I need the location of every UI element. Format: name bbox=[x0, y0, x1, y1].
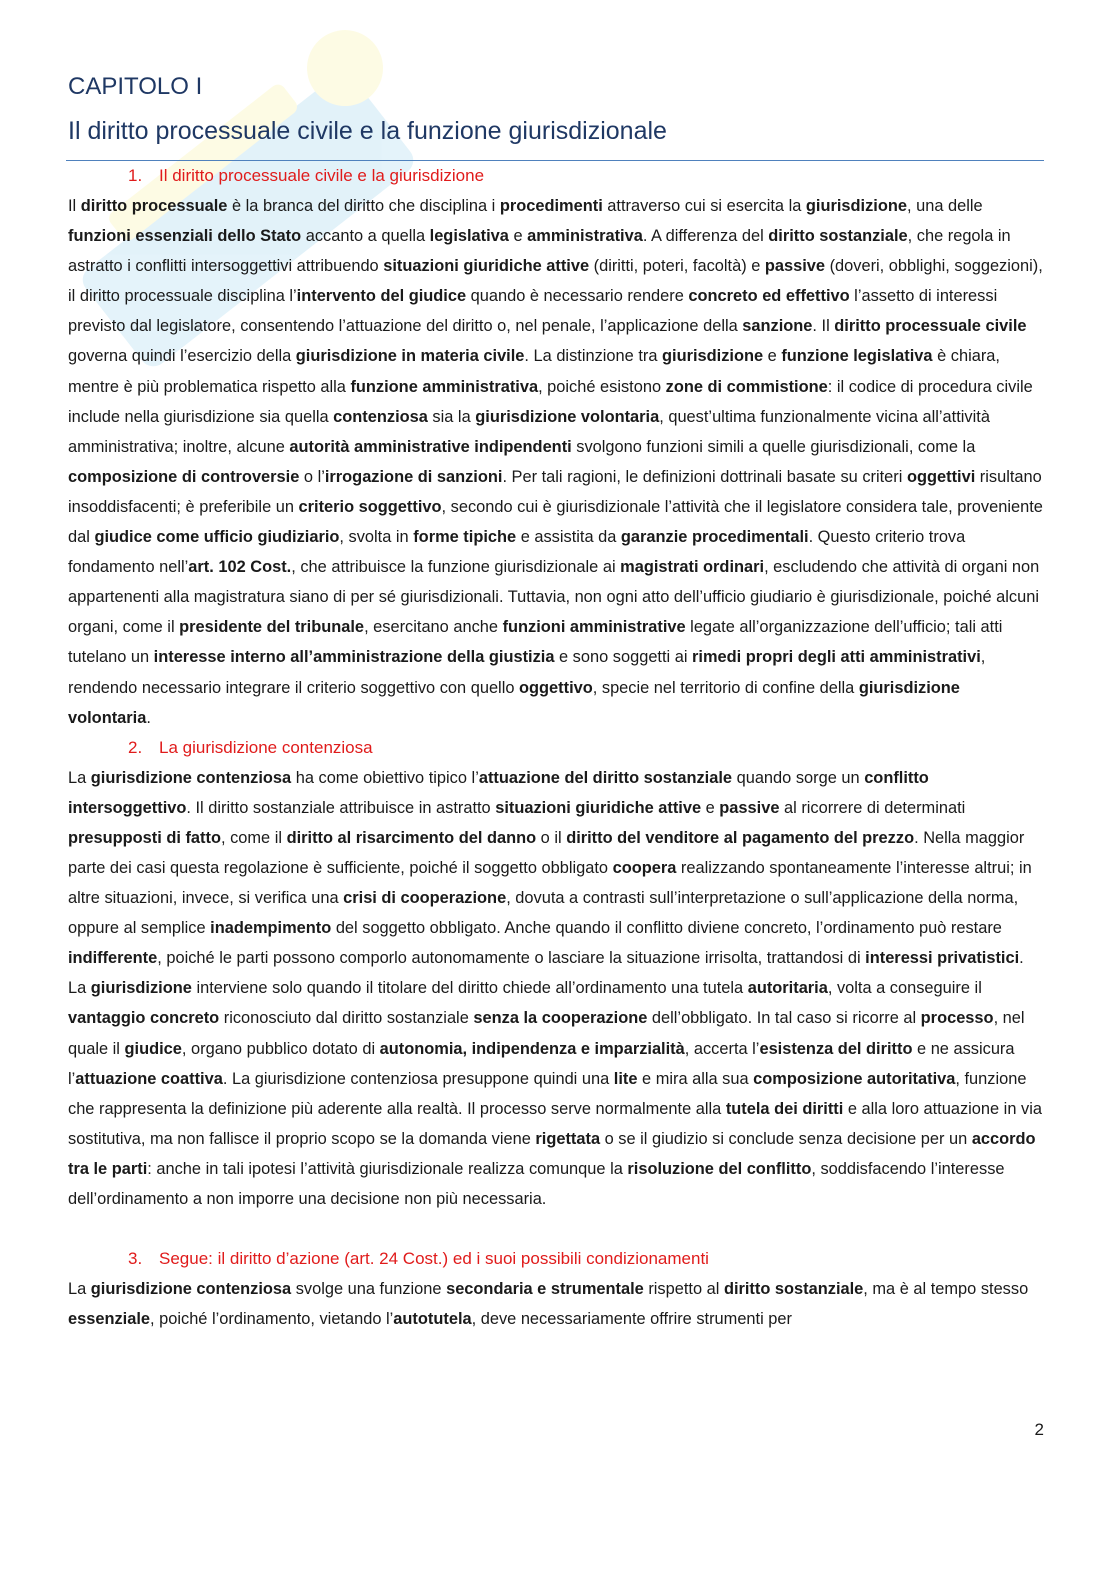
bold-term: presupposti di fatto bbox=[68, 828, 221, 847]
bold-term: giurisdizione volontaria bbox=[475, 407, 660, 426]
bold-term: giurisdizione contenziosa bbox=[90, 1280, 292, 1299]
bold-term: senza la cooperazione bbox=[473, 1009, 648, 1028]
bold-term: inadempimento bbox=[210, 919, 332, 938]
bold-term: irrogazione di sanzioni bbox=[324, 467, 503, 486]
section-spacer bbox=[68, 1214, 1044, 1244]
bold-term: crisi di cooperazione bbox=[343, 889, 507, 908]
bold-term: coopera bbox=[612, 858, 677, 877]
bold-term: giurisdizione in materia civile bbox=[295, 347, 525, 366]
bold-term: passive bbox=[719, 798, 780, 817]
bold-term: giudice bbox=[124, 1039, 182, 1058]
bold-term: accordo tra le parti bbox=[68, 1129, 1036, 1178]
bold-term: passive bbox=[764, 257, 826, 276]
bold-term: funzioni amministrative bbox=[502, 618, 686, 637]
bold-term: art. 102 Cost. bbox=[188, 558, 292, 577]
bold-term: oggettivi bbox=[906, 467, 976, 486]
bold-term: composizione autoritativa bbox=[753, 1069, 956, 1088]
bold-term: conflitto intersoggettivo bbox=[68, 768, 929, 817]
bold-term: rimedi propri degli atti amministrativi bbox=[692, 648, 981, 667]
bold-term: autoritaria bbox=[747, 979, 828, 998]
bold-term: funzioni essenziali dello Stato bbox=[68, 227, 302, 246]
bold-term: funzione legislativa bbox=[781, 347, 933, 366]
bold-term: composizione di controversie bbox=[68, 467, 300, 486]
bold-term: processo bbox=[920, 1009, 994, 1028]
bold-term: garanzie procedimentali bbox=[620, 528, 809, 547]
chapter-label: CAPITOLO I bbox=[68, 73, 203, 100]
bold-term: magistrati ordinari bbox=[620, 558, 765, 577]
bold-term: lite bbox=[613, 1069, 638, 1088]
bold-term: concreto ed effettivo bbox=[688, 287, 850, 306]
chapter-title: Il diritto processuale civile e la funzione giurisdizionale bbox=[68, 117, 667, 145]
bold-term: attuazione del diritto sostanziale bbox=[478, 768, 733, 787]
bold-term: autonomia, indipendenza e imparzialità bbox=[379, 1039, 685, 1058]
bold-term: autotutela bbox=[393, 1310, 472, 1329]
section-paragraph: Il diritto processuale è la branca del diritto che disciplina i procedimenti attraverso cui si esercita la giurisdizione, una delle funzioni essenziali dello Stato accanto a quella legislativa e amministrativa. A differenza del diritto sostanziale, che regola in astratto i conflitti intersoggettivi attribuendo situazioni giuridiche attive (diritti, poteri, facoltà) e passive (doveri, obblighi, soggezioni), il diritto processuale disciplina l’intervento del giudice quando è necessario rendere concreto ed effettivo l’assetto di interessi previsto dal legislatore, consentendo l’attuazione del diritto o, nel penale, l’applicazione della sanzione. Il diritto processuale civile governa quindi l’esercizio della giurisdizione in materia civile. La distinzione tra giurisdizione e funzione legislativa è chiara, mentre è più problematica rispetto alla funzione amministrativa, poiché esistono zone di commistione: il codice di procedura civile include nella giurisdizione sia quella contenziosa sia la giurisdizione volontaria, quest’ultima funzionalmente vicina all’attività amministrativa; inoltre, alcune autorità amministrative indipendenti svolgono funzioni simili a quelle giurisdizionali, come la composizione di controversie o l’irrogazione di sanzioni. Per tali ragioni, le definizioni dottrinali basate su criteri oggettivi risultano insoddisfacenti; è preferibile un criterio soggettivo, secondo cui è giurisdizionale l’attività che il legislatore considera tale, proveniente dal giudice come ufficio giudiziario, svolta in forme tipiche e assistita da garanzie procedimentali. Questo criterio trova fondamento nell’art. 102 Cost., che attribuisce la funzione giurisdizionale ai magistrati ordinari, escludendo che attività di organi non appartenenti alla magistratura siano di per sé giurisdizionali. Tuttavia, non ogni atto dell’ufficio giudiario è giurisdizionale, poiché alcuni organi, come il presidente del tribunale, esercitano anche funzioni amministrative legate all’organizzazione dell’ufficio; tali atti tutelano un interesse interno all’amministrazione della giustizia e sono soggetti ai rimedi propri degli atti amministrativi, rendendo necessario integrare il criterio soggettivo con quello oggettivo, specie nel territorio di confine della giurisdizione volontaria. bbox=[68, 197, 1043, 727]
bold-term: interessi privatistici bbox=[865, 949, 1020, 968]
bold-term: situazioni giuridiche attive bbox=[495, 798, 702, 817]
bold-term: sanzione bbox=[742, 317, 813, 336]
section-heading bbox=[68, 1244, 1044, 1274]
section-title: Segue: il diritto d’azione (art. 24 Cost.) ed i suoi possibili condizionamenti bbox=[159, 1249, 709, 1269]
bold-term: presidente del tribunale bbox=[179, 618, 365, 637]
bold-term: rigettata bbox=[535, 1129, 601, 1148]
section-1 bbox=[68, 161, 1044, 733]
section-paragraph: La giurisdizione contenziosa ha come obiettivo tipico l’attuazione del diritto sostanziale quando sorge un conflitto intersoggettivo. Il diritto sostanziale attribuisce in astratto situazioni giuridiche attive e passive al ricorrere di determinati presupposti di fatto, come il diritto al risarcimento del danno o il diritto del venditore al pagamento del prezzo. Nella maggior parte dei casi questa regolazione è sufficiente, poiché il soggetto obbligato coopera realizzando spontaneamente l’interesse altrui; in altre situazioni, invece, si verifica una crisi di cooperazione, dovuta a contrasti sull’interpretazione o sull’applicazione della norma, oppure al semplice inadempimento del soggetto obbligato. Anche quando il conflitto diviene concreto, l’ordinamento può restare indifferente, poiché le parti possono comporlo autonomamente o lasciare la situazione irrisolta, trattandosi di interessi privatistici. La giurisdizione interviene solo quando il titolare del diritto chiede all’ordinamento una tutela autoritaria, volta a conseguire il vantaggio concreto riconosciuto dal diritto sostanziale senza la cooperazione dell’obbligato. In tal caso si ricorre al processo, nel quale il giudice, organo pubblico dotato di autonomia, indipendenza e imparzialità, accerta l’esistenza del diritto e ne assicura l’attuazione coattiva. La giurisdizione contenziosa presuppone quindi una lite e mira alla sua composizione autoritativa, funzione che rappresenta la definizione più aderente alla realtà. Il processo serve normalmente alla tutela dei diritti e alla loro attuazione in via sostitutiva, ma non fallisce il proprio scopo se la domanda viene rigettata o se il giudizio si conclude senza decisione per un accordo tra le parti: anche in tali ipotesi l’attività giurisdizionale realizza comunque la risoluzione del conflitto, soddisfacendo l’interesse dell’ordinamento a non imporre una decisione non più necessaria. bbox=[68, 768, 1042, 1208]
bold-term: diritto processuale civile bbox=[834, 317, 1027, 336]
section-title: La giurisdizione contenziosa bbox=[159, 737, 373, 757]
section-paragraph: La giurisdizione contenziosa svolge una funzione secondaria e strumentale rispetto al diritto sostanziale, ma è al tempo stesso essenziale, poiché l’ordinamento, vietando l’autotutela, deve necessariamente offrire strumenti per bbox=[68, 1280, 1029, 1329]
bold-term: risoluzione del conflitto bbox=[627, 1159, 812, 1178]
bold-term: diritto processuale bbox=[80, 197, 228, 215]
section-heading bbox=[68, 161, 1044, 191]
bold-term: giurisdizione contenziosa bbox=[90, 768, 292, 787]
bold-term: situazioni giuridiche attive bbox=[383, 257, 590, 276]
section-title: Il diritto processuale civile e la giurisdizione bbox=[159, 166, 485, 185]
bold-term: vantaggio concreto bbox=[68, 1009, 220, 1028]
bold-term: forme tipiche bbox=[413, 528, 517, 547]
bold-term: attuazione coattiva bbox=[75, 1069, 223, 1088]
bold-term: autorità amministrative indipendenti bbox=[289, 437, 572, 456]
bold-term: procedimenti bbox=[499, 197, 603, 215]
bold-term: esistenza del diritto bbox=[759, 1039, 913, 1058]
bold-term: legislativa bbox=[429, 227, 509, 246]
bold-term: contenziosa bbox=[333, 407, 428, 426]
bold-term: indifferente bbox=[68, 949, 158, 968]
section-2 bbox=[68, 733, 1044, 1214]
section-heading bbox=[68, 733, 1044, 763]
bold-term: secondaria e strumentale bbox=[446, 1280, 644, 1299]
bold-term: giurisdizione bbox=[805, 197, 907, 215]
page-number: 2 bbox=[1034, 1420, 1044, 1439]
document-page bbox=[68, 70, 1044, 1334]
section-number: 1. bbox=[128, 166, 143, 185]
bold-term: giurisdizione volontaria bbox=[68, 678, 960, 727]
bold-term: oggettivo bbox=[519, 678, 593, 697]
bold-term: diritto sostanziale bbox=[723, 1280, 864, 1299]
section-number: 2. bbox=[128, 737, 143, 757]
bold-term: zone di commistione bbox=[665, 377, 828, 396]
section-3 bbox=[68, 1244, 1044, 1334]
bold-term: giurisdizione bbox=[662, 347, 764, 366]
bold-term: diritto sostanziale bbox=[768, 227, 908, 246]
bold-term: interesse interno all’amministrazione della giustizia bbox=[153, 648, 555, 667]
bold-term: essenziale bbox=[68, 1310, 151, 1329]
bold-term: diritto del venditore al pagamento del prezzo bbox=[566, 828, 915, 847]
bold-term: intervento del giudice bbox=[296, 287, 467, 306]
bold-term: criterio soggettivo bbox=[298, 497, 442, 516]
bold-term: giudice come ufficio giudiziario bbox=[94, 528, 340, 547]
bold-term: diritto al risarcimento del danno bbox=[286, 828, 537, 847]
bold-term: tutela dei diritti bbox=[725, 1099, 844, 1118]
bold-term: amministrativa bbox=[527, 227, 643, 246]
section-number: 3. bbox=[128, 1249, 143, 1269]
bold-term: giurisdizione bbox=[90, 979, 192, 998]
bold-term: funzione amministrativa bbox=[350, 377, 539, 396]
